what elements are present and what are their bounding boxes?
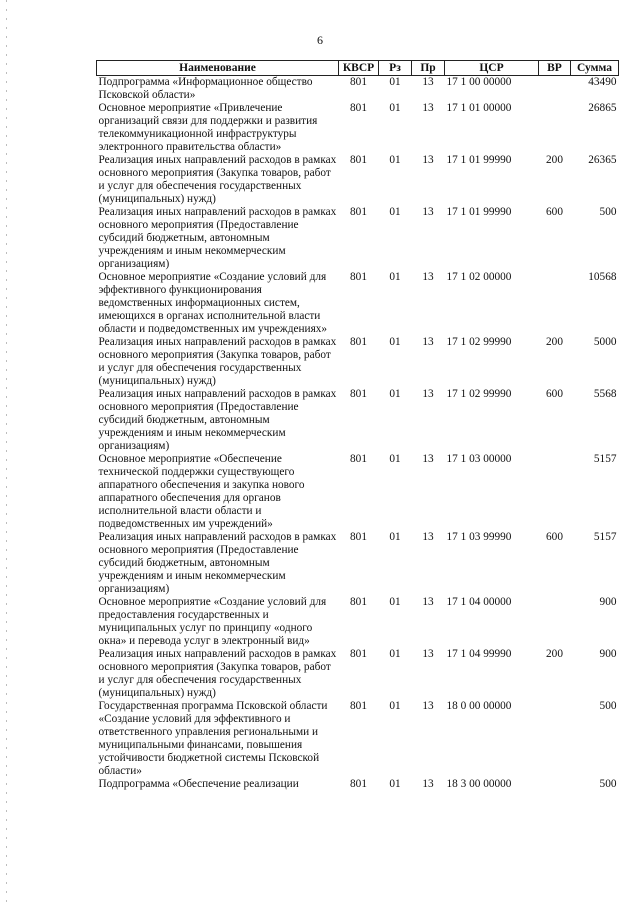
- row-kvsr: 801: [350, 596, 367, 608]
- row-kvsr: 801: [350, 336, 367, 348]
- table-row: [97, 388, 619, 453]
- row-rz: 01: [389, 76, 401, 88]
- row-name: Реализация иных направлений расходов в рамках основного мероприятия (Закупка товаров, работ и услуг для обеспечения государственных (муниципальных) нужд): [98, 154, 337, 205]
- row-vr: 600: [546, 531, 563, 543]
- row-name: Реализация иных направлений расходов в рамках основного мероприятия (Закупка товаров, работ и услуг для обеспечения государственных (муниципальных) нужд): [98, 336, 337, 387]
- row-rz: 01: [389, 648, 401, 660]
- table-row: [97, 596, 619, 648]
- row-name: Основное мероприятие «Привлечение организаций связи для поддержки и развития телекоммуникационной инфраструктуры электронного правительства области»: [98, 102, 318, 153]
- row-vr: 200: [546, 154, 563, 166]
- header-pr: Пр: [412, 61, 445, 76]
- row-kvsr: 801: [350, 700, 367, 712]
- row-pr: 13: [422, 596, 434, 608]
- row-name: Подпрограмма «Информационное общество Псковской области»: [98, 76, 313, 101]
- row-vr: [539, 102, 571, 154]
- row-rz: 01: [389, 453, 401, 465]
- row-sum: 10568: [588, 271, 617, 283]
- row-csr: 17 1 03 99990: [446, 531, 512, 543]
- table-row: [97, 778, 619, 791]
- row-name: Основное мероприятие «Создание условий для эффективного функционирования ведомственных информационных систем, имеющихся в органах исполнительной власти области и подведомственных им учреждениях»: [98, 271, 328, 335]
- table-row: [97, 102, 619, 154]
- row-sum: 5157: [593, 453, 617, 465]
- row-rz: 01: [389, 102, 401, 114]
- row-vr: 200: [546, 336, 563, 348]
- row-kvsr: 801: [350, 154, 367, 166]
- row-pr: 13: [422, 531, 434, 543]
- row-pr: 13: [422, 778, 434, 790]
- row-pr: 13: [422, 102, 434, 114]
- row-pr: 13: [422, 700, 434, 712]
- row-name: Реализация иных направлений расходов в рамках основного мероприятия (Закупка товаров, работ и услуг для обеспечения государственных (муниципальных) нужд): [98, 648, 337, 699]
- row-vr: 600: [546, 206, 563, 218]
- row-csr: 17 1 00 00000: [446, 76, 512, 88]
- row-sum: 26865: [588, 102, 617, 114]
- row-kvsr: 801: [350, 453, 367, 465]
- row-rz: 01: [389, 206, 401, 218]
- row-name: Основное мероприятие «Обеспечение технической поддержки существующего аппаратного обеспечения и закупка нового аппаратного обеспечения для органов исполнительной власти области и подведомственных им учреждений»: [98, 453, 305, 530]
- row-csr: 18 0 00 00000: [446, 700, 512, 712]
- row-csr: 17 1 02 00000: [446, 271, 512, 283]
- table-row: [97, 154, 619, 206]
- row-vr: [539, 76, 571, 103]
- header-csr: ЦСР: [445, 61, 539, 76]
- row-name: Реализация иных направлений расходов в рамках основного мероприятия (Предоставление субсидий бюджетным, автономным учреждениям и иным некоммерческим организациям): [98, 388, 337, 452]
- row-kvsr: 801: [350, 778, 367, 790]
- row-pr: 13: [422, 648, 434, 660]
- table-row: [97, 336, 619, 388]
- row-kvsr: 801: [350, 531, 367, 543]
- table-row: [97, 76, 619, 103]
- row-kvsr: 801: [350, 206, 367, 218]
- row-pr: 13: [422, 453, 434, 465]
- table-header: [97, 61, 619, 76]
- row-vr: 200: [546, 648, 563, 660]
- row-vr: 600: [546, 388, 563, 400]
- row-sum: 26365: [588, 154, 617, 166]
- table-row: [97, 453, 619, 531]
- row-pr: 13: [422, 206, 434, 218]
- page-number: 6: [317, 33, 323, 47]
- row-vr: [539, 453, 571, 531]
- row-csr: 17 1 01 00000: [446, 102, 512, 114]
- row-rz: 01: [389, 336, 401, 348]
- table-row: [97, 206, 619, 271]
- row-name: Государственная программа Псковской области «Создание условий для эффективного и ответственного управления региональными и муниципальными финансами, повышения устойчивости бюджетной системы Псковской области»: [98, 700, 328, 777]
- row-csr: 17 1 04 00000: [446, 596, 512, 608]
- row-vr: [539, 271, 571, 336]
- row-sum: 5157: [593, 531, 617, 543]
- table-row: [97, 700, 619, 778]
- row-csr: 18 3 00 00000: [446, 778, 512, 790]
- row-csr: 17 1 01 99990: [446, 154, 512, 166]
- table-body: [97, 76, 619, 792]
- header-kvsr: КВСР: [339, 61, 379, 76]
- row-sum: 500: [599, 206, 617, 218]
- header-name: Наименование: [97, 61, 339, 76]
- row-kvsr: 801: [350, 271, 367, 283]
- row-vr: [539, 700, 571, 778]
- row-sum: 900: [599, 596, 617, 608]
- row-sum: 43490: [588, 76, 617, 88]
- header-sum: Сумма: [571, 61, 619, 76]
- row-vr: [539, 778, 571, 791]
- row-rz: 01: [389, 778, 401, 790]
- header-rz: Рз: [379, 61, 412, 76]
- row-name: Подпрограмма «Обеспечение реализации: [98, 778, 299, 790]
- row-csr: 17 1 02 99990: [446, 388, 512, 400]
- row-rz: 01: [389, 271, 401, 283]
- row-pr: 13: [422, 271, 434, 283]
- row-csr: 17 1 04 99990: [446, 648, 512, 660]
- row-name: Реализация иных направлений расходов в рамках основного мероприятия (Предоставление субсидий бюджетным, автономным учреждениям и иным некоммерческим организациям): [98, 206, 337, 270]
- row-vr: [539, 596, 571, 648]
- table-row: [97, 271, 619, 336]
- row-kvsr: 801: [350, 648, 367, 660]
- row-csr: 17 1 03 00000: [446, 453, 512, 465]
- row-sum: 5568: [593, 388, 617, 400]
- row-kvsr: 801: [350, 102, 367, 114]
- row-name: Реализация иных направлений расходов в рамках основного мероприятия (Предоставление субсидий бюджетным, автономным учреждениям и иным некоммерческим организациям): [98, 531, 337, 595]
- row-sum: 5000: [593, 336, 617, 348]
- row-rz: 01: [389, 154, 401, 166]
- row-pr: 13: [422, 336, 434, 348]
- row-sum: 500: [599, 700, 617, 712]
- row-sum: 900: [599, 648, 617, 660]
- row-kvsr: 801: [350, 76, 367, 88]
- margin-scan-mark: [6, 0, 7, 905]
- row-rz: 01: [389, 531, 401, 543]
- row-csr: 17 1 01 99990: [446, 206, 512, 218]
- row-csr: 17 1 02 99990: [446, 336, 512, 348]
- budget-table: [96, 60, 619, 791]
- table-row: [97, 648, 619, 700]
- row-pr: 13: [422, 388, 434, 400]
- header-vr: ВР: [539, 61, 571, 76]
- row-rz: 01: [389, 700, 401, 712]
- table-row: [97, 531, 619, 596]
- row-sum: 500: [599, 778, 617, 790]
- row-rz: 01: [389, 388, 401, 400]
- row-pr: 13: [422, 76, 434, 88]
- row-rz: 01: [389, 596, 401, 608]
- row-kvsr: 801: [350, 388, 367, 400]
- row-name: Основное мероприятие «Создание условий для предоставления государственных и муниципальных услуг по принципу «одного окна» и перевода услуг в электронный вид»: [98, 596, 327, 647]
- row-pr: 13: [422, 154, 434, 166]
